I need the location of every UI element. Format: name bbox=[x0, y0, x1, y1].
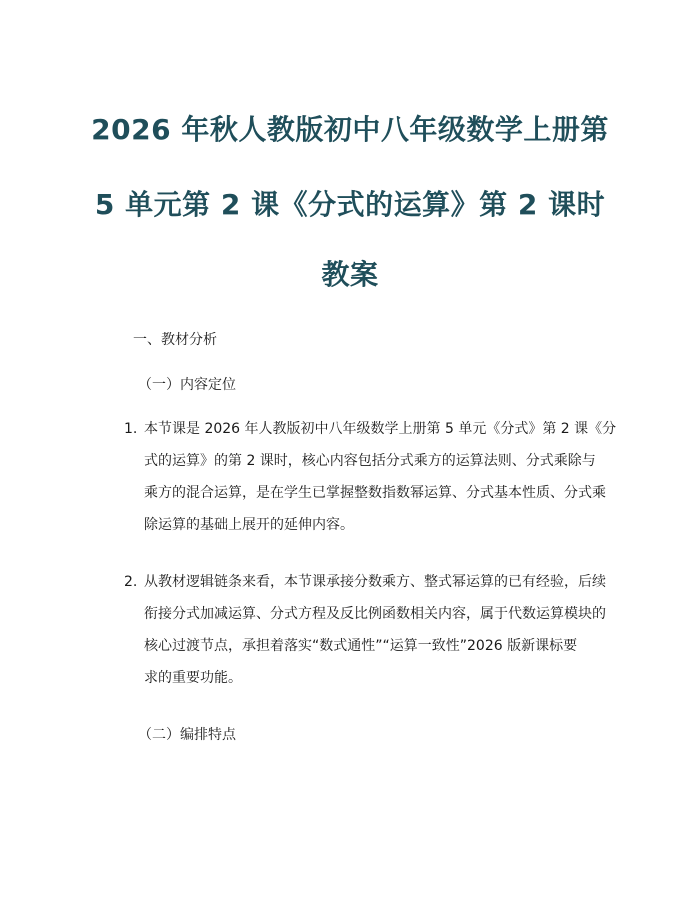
list-item-line: 从教材逻辑链条来看，本节课承接分数乘方、整式幂运算的已有经验，后续 bbox=[144, 574, 606, 590]
list-item-line: 除运算的基础上展开的延伸内容。 bbox=[144, 517, 354, 533]
document-title-line-2: 5 单元第 2 课《分式的运算》第 2 课时 bbox=[94, 188, 606, 221]
subsection-heading-arrangement-features: （二）编排特点 bbox=[138, 727, 236, 743]
list-item-line: 本节课是 2026 年人教版初中八年级数学上册第 5 单元《分式》第 2 课《分 bbox=[144, 421, 617, 437]
list-item-text bbox=[144, 413, 617, 541]
document-title-line-3: 教案 bbox=[321, 258, 379, 291]
list-item-line: 核心过渡节点，承担着落实“数式通性”“运算一致性”2026 版新课标要 bbox=[144, 638, 578, 654]
list-item-text bbox=[144, 566, 606, 694]
list-item-line: 求的重要功能。 bbox=[144, 670, 242, 686]
list-item-line: 式的运算》的第 2 课时，核心内容包括分式乘方的运算法则、分式乘除与 bbox=[144, 453, 596, 469]
section-heading-teaching-material-analysis: 一、教材分析 bbox=[133, 332, 217, 348]
document-title-line-1: 2026 年秋人教版初中八年级数学上册第 bbox=[91, 113, 609, 146]
list-item-number: 1. bbox=[124, 421, 138, 437]
subsection-heading-content-positioning: （一）内容定位 bbox=[138, 377, 236, 393]
list-item-line: 乘方的混合运算，是在学生已掌握整数指数幂运算、分式基本性质、分式乘 bbox=[144, 485, 606, 501]
list-item-line: 衔接分式加减运算、分式方程及反比例函数相关内容，属于代数运算模块的 bbox=[144, 606, 606, 622]
list-item-number: 2. bbox=[124, 574, 138, 590]
